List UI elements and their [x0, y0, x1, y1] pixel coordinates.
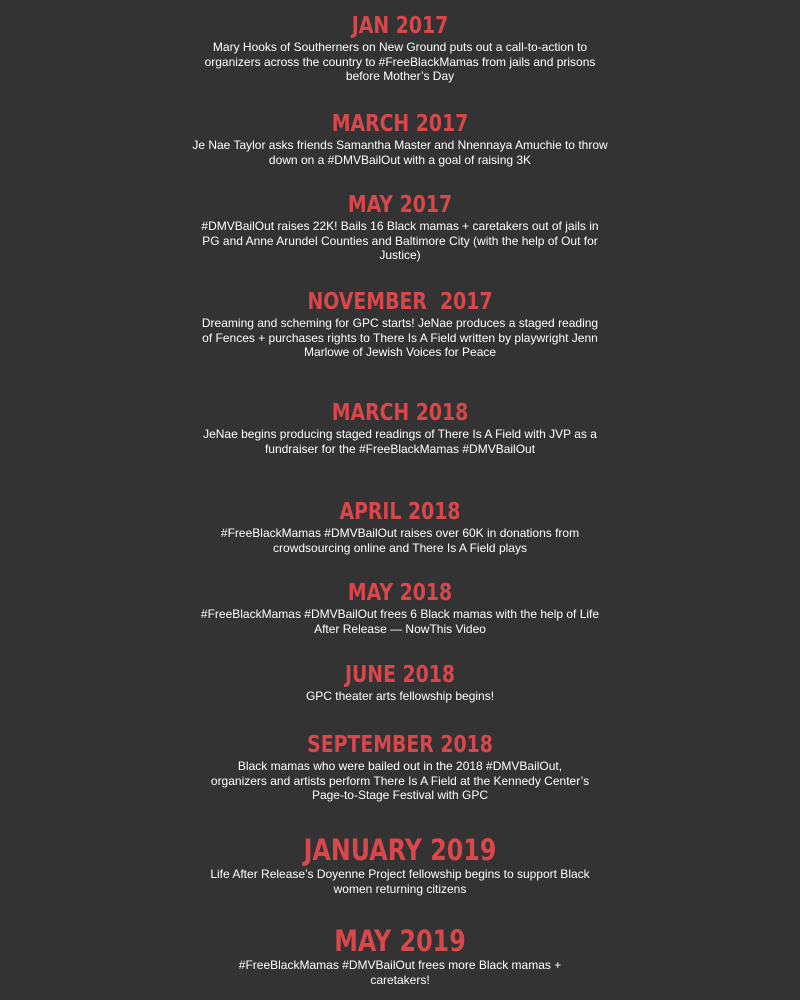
entry-description: GPC theater arts fellowship begins! — [305, 689, 495, 703]
entry-date: MAY 2017 — [347, 192, 453, 218]
entry-description: #FreeBlackMamas #DMVBailOut frees 6 Black mamas with the help of Life After Release — NowThis Video — [200, 607, 600, 636]
entry-date: JAN 2017 — [351, 13, 449, 39]
entry-description: JeNae begins producing staged readings of There Is A Field with JVP as a fundraiser for the #FreeBlackMamas #DMVBailOut — [203, 427, 597, 456]
entry-date: JUNE 2018 — [344, 662, 456, 688]
timeline-entry-january-2019 — [0, 835, 800, 896]
timeline-entry-april-2018 — [0, 500, 800, 555]
entry-description: #DMVBailOut raises 22K! Bails 16 Black mamas + caretakers out of jails in PG and Anne Arundel Counties and Baltimore City (with the help of Out for Justice) — [201, 219, 599, 262]
entry-date: APRIL 2018 — [339, 499, 461, 525]
entry-date: MAY 2018 — [347, 580, 453, 606]
entry-description: #FreeBlackMamas #DMVBailOut frees more Black mamas + caretakers! — [238, 958, 562, 987]
timeline-entry-november-2017 — [0, 290, 800, 360]
timeline-entry-march-2018 — [0, 401, 800, 456]
entry-date: MARCH 2017 — [331, 111, 469, 137]
entry-description: Life After Release’s Doyenne Project fellowship begins to support Black women returning citizens — [210, 867, 590, 896]
timeline-entry-june-2018 — [0, 663, 800, 704]
timeline-entry-may-2018 — [0, 581, 800, 636]
timeline-entry-september-2018 — [0, 733, 800, 803]
timeline-entry-jan-2017 — [0, 14, 800, 84]
entry-date: MARCH 2018 — [331, 400, 469, 426]
timeline-entry-may-2017 — [0, 193, 800, 263]
entry-description: #FreeBlackMamas #DMVBailOut raises over 60K in donations from crowdsourcing online and There Is A Field plays — [220, 526, 580, 555]
entry-date: SEPTEMBER 2018 — [307, 732, 493, 758]
entry-description: Je Nae Taylor asks friends Samantha Master and Nnennaya Amuchie to throw down on a #DMVBailOut with a goal of raising 3K — [192, 138, 608, 167]
entry-description: Dreaming and scheming for GPC starts! JeNae produces a staged reading of Fences + purchases rights to There Is A Field written by playwright Jenn Marlowe of Jewish Voices for Peace — [201, 316, 599, 359]
entry-description: Black mamas who were bailed out in the 2018 #DMVBailOut, organizers and artists perform There Is A Field at the Kennedy Center’s Page-to-Stage Festival with GPC — [210, 759, 590, 802]
timeline-entry-may-2019 — [0, 926, 800, 987]
entry-date: MAY 2019 — [334, 924, 466, 958]
entry-date: JANUARY 2019 — [303, 833, 497, 867]
entry-date: NOVEMBER 2017 — [307, 289, 493, 315]
timeline-entry-march-2017 — [0, 112, 800, 167]
entry-description: Mary Hooks of Southerners on New Ground puts out a call-to-action to organizers across the country to #FreeBlackMamas from jails and prisons before Mother’s Day — [204, 40, 596, 83]
